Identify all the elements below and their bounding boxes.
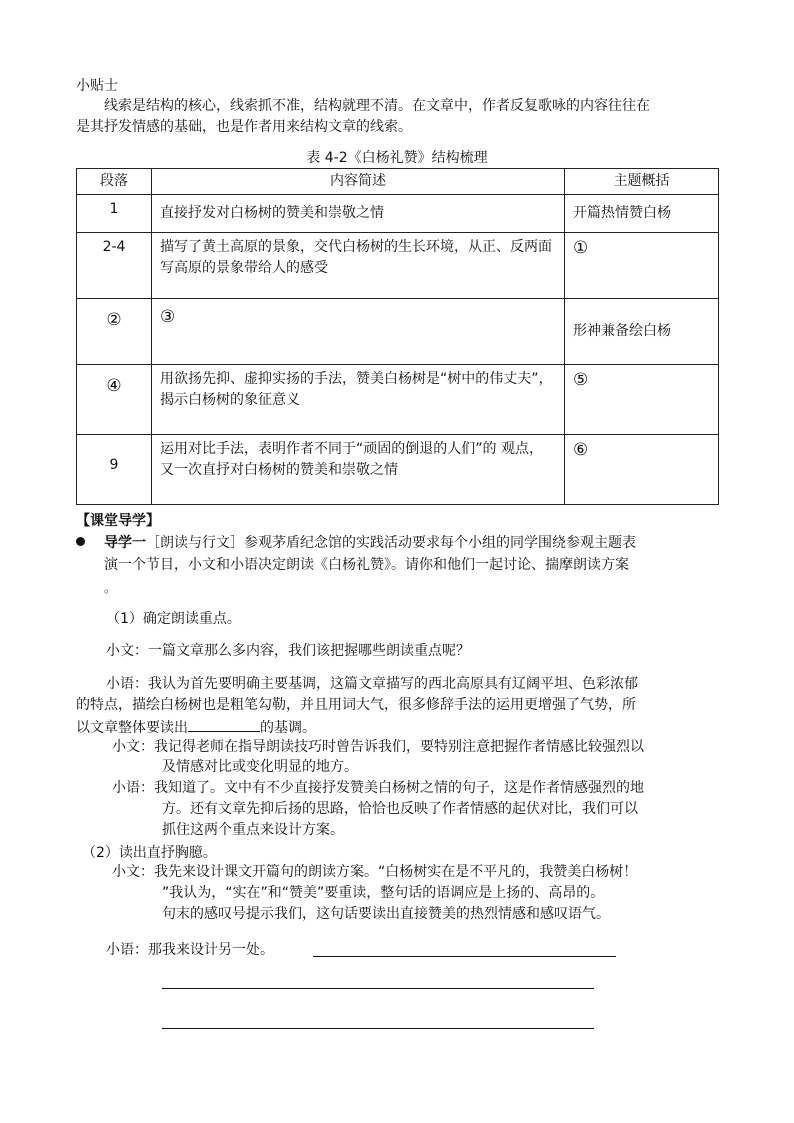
dialogue-xiaowen-3-line1: 小文：我先来设计课文开篇句的朗读方案。“白杨树实在是不平凡的，我赞美白杨树！ [112,864,638,880]
dialogue-xiaowen-2-line1: 小文：我记得老师在指导朗读技巧时曾告诉我们，要特别注意把握作者情感比较强烈以 [112,739,644,755]
table-row [77,195,719,233]
table-row [77,435,719,505]
tip-title: 小贴士 [76,78,118,94]
cell-para: 9 [77,435,152,505]
table-row [77,365,719,435]
cell-content-blank: ③ [152,299,565,365]
answer-line-3[interactable] [162,1028,594,1029]
dialogue-xiaoyu-1-line1: 小语：我认为首先要明确主要基调，这篇文章描写的西北高原具有辽阔平坦、色彩浓郁 [106,676,638,692]
table-header-row [77,169,719,195]
dialogue-xiaoyu-2-line2: 方。还有文章先抑后扬的思路，恰恰也反映了作者情感的起伏对比，我们可以 [162,801,638,817]
dialogue-xiaoyu-2-line3: 抓住这两个重点来设计方案。 [162,822,344,838]
cell-content: 直接抒发对白杨树的赞美和崇敬之情 [152,195,565,233]
dialogue-xiaoyu-3: 小语：那我来设计另一处。 [106,942,274,958]
guide-item1-line2: 演一个节目，小文和小语决定朗读《白杨礼赞》。请你和他们一起讨论、揣摩朗读方案 [104,557,629,573]
cell-theme: 开篇热情赞白杨 [565,195,719,233]
cell-theme-blank: ⑤ [565,365,719,435]
tip-text-line2: 是其抒发情感的基础，也是作者用来结构文章的线索。 [76,119,412,135]
table-caption: 表 4-2《白杨礼赞》结构梳理 [306,150,488,166]
cell-theme-blank: ① [565,233,719,299]
bullet-icon [76,537,85,546]
dialogue-xiaoyu-1-line2: 的特点，描绘白杨树也是粗笔勾勒，并且用词大气，很多修辞手法的运用更增强了气势，所 [76,697,636,713]
cell-theme-blank: ⑥ [565,435,719,505]
cell-theme: 形神兼备绘白杨 [565,299,719,365]
cell-para: 1 [77,195,152,233]
cell-para: 2-4 [77,233,152,299]
cell-content: 描写了黄土高原的景象，交代白杨树的生长环境，从正、反两面写高原的景象带给人的感受 [152,233,565,299]
dialogue-xiaoyu-2-line1: 小语：我知道了。文中有不少直接抒发赞美白杨树之情的句子，这是作者情感强烈的地 [112,780,644,796]
fill-blank-tone[interactable] [188,716,260,732]
step2-heading: （2）读出直抒胸臆。 [82,845,217,861]
guide-item1-label: 导学一 [104,535,146,551]
cell-para-blank: ② [77,299,152,365]
dialogue-xiaowen-1: 小文：一篇文章那么多内容，我们该把握哪些朗读重点呢？ [106,643,470,659]
cell-content: 用欲扬先抑、虚抑实扬的手法，赞美白杨树是“树中的伟丈夫”，揭示白杨树的象征意义 [152,365,565,435]
table-row [77,233,719,299]
guide-item1-line3: 。 [104,581,117,595]
cell-para-blank: ④ [77,365,152,435]
header-theme: 主题概括 [565,169,719,195]
answer-line-2[interactable] [162,988,594,989]
header-content: 内容简述 [152,169,565,195]
cell-content: 运用对比手法，表明作者不同于“顽固的倒退的人们”的 观点，又一次直抒对白杨树的赞美和崇敬之情 [152,435,565,505]
dialogue-xiaoyu-1-line3: 以文章整体要读出 的基调。 [76,716,316,738]
dialogue-xiaowen-3-line3: 句末的感叹号提示我们，这句话要读出直接赞美的热烈情感和感叹语气。 [162,906,610,922]
tip-text-line1: 线索是结构的核心，线索抓不准，结构就理不清。在文章中，作者反复歌咏的内容往往在 [104,98,650,114]
structure-table [76,168,719,505]
section-title: 【课堂导学】 [76,513,160,529]
guide-item1-line1 [104,533,636,553]
guide-item1-text: ［朗读与行文］参观茅盾纪念馆的实践活动要求每个小组的同学围绕参观主题表 [146,535,636,551]
dialogue-xiaowen-2-line2: 及情感对比或变化明显的地方。 [162,759,358,775]
table-row [77,299,719,365]
dialogue-xiaowen-3-line2: ”我认为，“实在”和“赞美”要重读，整句话的语调应是上扬的、高昂的。 [162,885,605,901]
header-para: 段落 [77,169,152,195]
answer-line-1[interactable] [313,956,616,957]
step1-heading: （1）确定朗读重点。 [106,611,241,627]
